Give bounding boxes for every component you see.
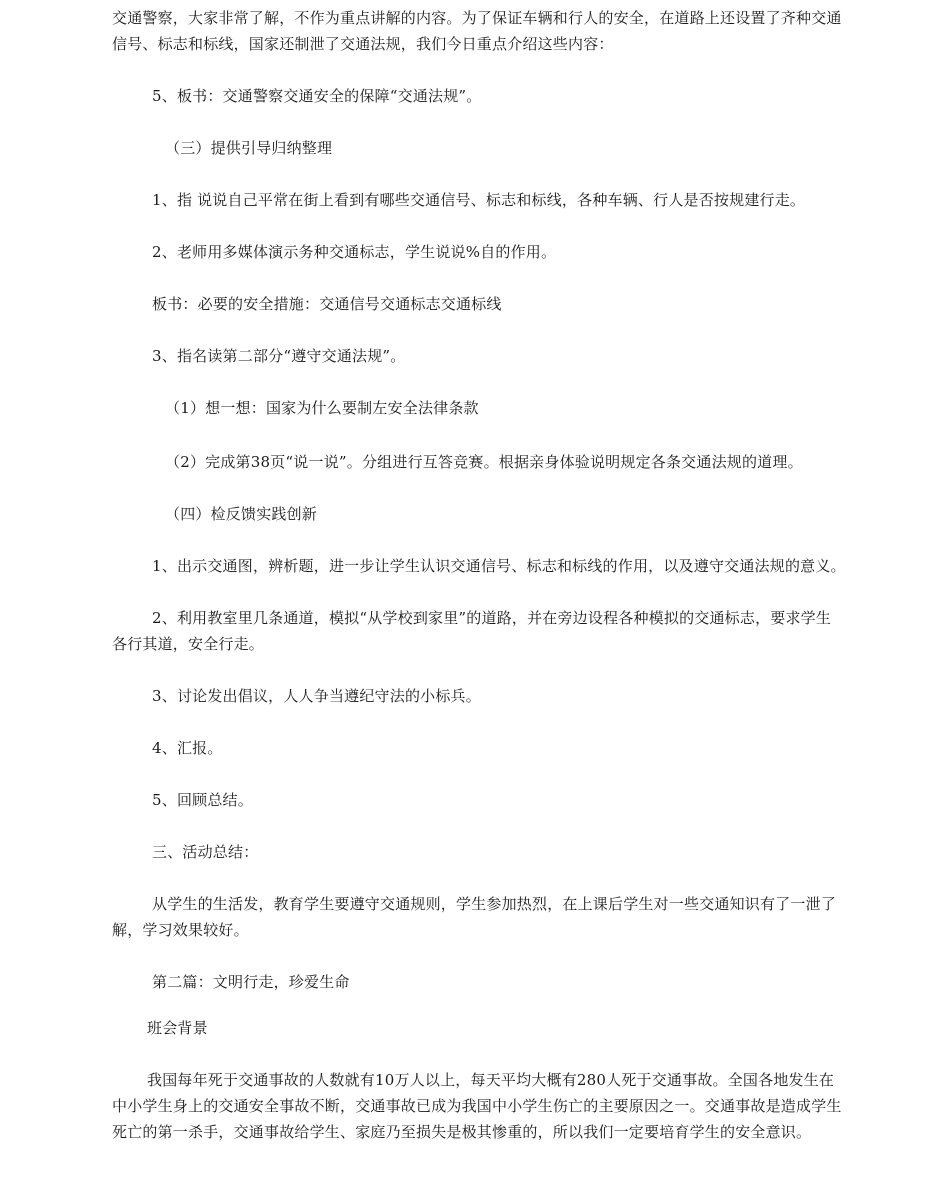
paragraph-line: 解，学习效果较好。	[112, 921, 249, 939]
paragraph-line: （1）想一想：国家为什么要制左安全法律条款	[165, 399, 479, 417]
paragraph-line: 中小学生身上的交通安全事故不断，交通事故已成为我国中小学生伤亡的主要原因之一。交通事故是造成学生	[112, 1097, 842, 1115]
paragraph-line: 5、板书：交通警察交通安全的保障“交通法规”。	[152, 87, 482, 105]
paragraph-line: 我国每年死于交通事故的人数就有10万人以上，每天平均大概有280人死于交通事故。全国各地发生在	[147, 1071, 835, 1089]
paragraph-line: 信号、标志和标线，国家还制泄了交通法规，我们今日重点介绍这些内容：	[112, 35, 614, 53]
paragraph-line: 2、老师用多媒体演示务种交通标志，学生说说%自的作用。	[152, 243, 557, 261]
paragraph-line: 5、回顾总结。	[152, 791, 253, 809]
paragraph-line: （2）完成第38页“说一说”。分组进行互答竞赛。根据亲身体验说明规定各条交通法规的道理。	[165, 453, 803, 471]
paragraph-line: 3、讨论发出倡议，人人争当遵纪守法的小标兵。	[152, 687, 481, 705]
section-heading: 三、活动总结：	[152, 843, 259, 861]
section-heading: （三）提供引导归纳整理	[165, 139, 333, 157]
paragraph-line: 3、指名读第二部分“遵守交通法规”。	[152, 347, 406, 365]
paragraph-line: 4、汇报。	[152, 739, 223, 757]
paragraph-line: 板书：必要的安全措施：交通信号交通标志交通标线	[152, 295, 502, 313]
paragraph-line: 从学生的生活发，教育学生要遵守交通规则，学生参加热烈，在上课后学生对一些交通知识有了一泄了	[152, 895, 837, 913]
section-heading: （四）检反馈实践创新	[165, 505, 318, 523]
section-heading: 班会背景	[147, 1019, 208, 1037]
paragraph-line: 2、利用教室里几条通道，模拟“从学校到家里”的道路，并在旁边设程各种模拟的交通标志，要求学生	[152, 609, 832, 627]
paragraph-line: 交通警察，大家非常了解，不作为重点讲解的内容。为了保证车辆和行人的安全，在道路上还设置了齐种交通	[112, 9, 842, 27]
paragraph-line: 死亡的第一杀手，交通事故给学生、家庭乃至损失是极其惨重的，所以我们一定要培育学生的安全意识。	[112, 1123, 812, 1141]
paragraph-line: 1、出示交通图，辨析题，进一步让学生认识交通信号、标志和标线的作用，以及遵守交通法规的意义。	[152, 557, 846, 575]
paragraph-line: 各行其道，安全行走。	[112, 635, 265, 653]
chapter-title: 第二篇：文明行走，珍爱生命	[152, 973, 350, 991]
paragraph-line: 1、指 说说自己平常在街上看到有哪些交通信号、标志和标线，各种车辆、行人是否按规建行走。	[152, 191, 806, 209]
